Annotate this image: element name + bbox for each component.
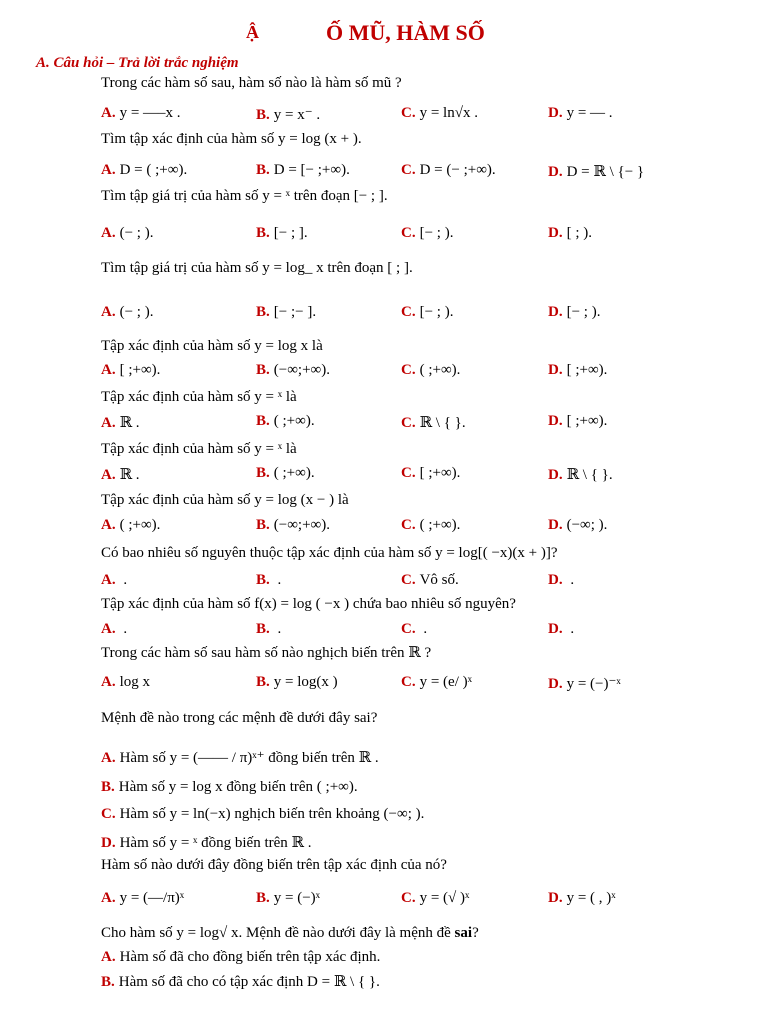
question-9: Có bao nhiêu số nguyên thuộc tập xác định của hàm số y = log[( −x)(x + )]? xyxy=(101,545,558,561)
option-label: C. xyxy=(401,162,416,178)
option-text: ( ;+∞). xyxy=(119,517,161,533)
option-b[interactable] xyxy=(256,162,350,179)
option-label: A. xyxy=(101,621,116,637)
option-label: A. xyxy=(101,467,116,483)
option-label: C. xyxy=(401,304,416,320)
statement-a[interactable] xyxy=(101,748,379,767)
option-label: A. xyxy=(101,517,116,533)
option-a[interactable] xyxy=(101,304,153,321)
option-a[interactable] xyxy=(101,674,150,691)
option-text: Hàm số đã cho có tập xác định D = ℝ \ { }. xyxy=(118,974,380,990)
option-text: ℝ . xyxy=(119,467,140,483)
options-row-3 xyxy=(0,225,768,251)
option-c[interactable] xyxy=(401,162,496,179)
option-label: A. xyxy=(101,225,116,241)
option-label: B. xyxy=(256,674,270,690)
option-label: D. xyxy=(548,362,563,378)
option-a[interactable] xyxy=(101,225,153,242)
option-text: D = (− ;+∞). xyxy=(419,162,496,178)
option-text: [− ; ). xyxy=(419,304,454,320)
options-row-2 xyxy=(0,162,768,188)
option-label: B. xyxy=(256,107,270,123)
option-text: (−∞;+∞). xyxy=(273,362,330,378)
option-b[interactable] xyxy=(256,674,338,691)
statement-b[interactable] xyxy=(101,779,358,796)
option-label: B. xyxy=(256,225,270,241)
option-b[interactable] xyxy=(256,517,330,534)
option-label: D. xyxy=(101,835,116,851)
option-label: D. xyxy=(548,105,563,121)
options-row-6 xyxy=(0,413,768,439)
option-b[interactable] xyxy=(256,304,316,321)
option-text: y = (e/ )ˣ xyxy=(419,674,472,690)
option-text: [ ;+∞). xyxy=(419,465,461,481)
option-label: D. xyxy=(548,676,563,692)
option-c[interactable] xyxy=(401,465,460,482)
option-text: ℝ . xyxy=(119,415,140,431)
options-row-5 xyxy=(0,362,768,388)
options-row-1 xyxy=(0,105,768,131)
option-text: . xyxy=(119,572,128,588)
option-text: . xyxy=(273,572,282,588)
question-5: Tập xác định của hàm số y = log x là xyxy=(101,338,323,354)
option-label: C. xyxy=(401,362,416,378)
option-label: D. xyxy=(548,225,563,241)
question-11: Trong các hàm số sau hàm số nào nghịch biến trên ℝ ? xyxy=(101,645,432,661)
question-12: Mệnh đề nào trong các mệnh đề dưới đây sai? xyxy=(101,710,378,726)
option-label: D. xyxy=(548,467,563,483)
option-text: (−∞;+∞). xyxy=(273,517,330,533)
option-label: B. xyxy=(256,572,270,588)
option-label: B. xyxy=(256,517,270,533)
option-text: y = —–x . xyxy=(119,105,181,121)
options-row-4 xyxy=(0,304,768,330)
option-b[interactable] xyxy=(256,362,330,379)
option-c[interactable] xyxy=(401,362,460,379)
option-text: D = [− ;+∞). xyxy=(273,162,350,178)
option-text: ( ;+∞). xyxy=(419,517,461,533)
option-text: [− ; ). xyxy=(419,225,454,241)
question-8: Tập xác định của hàm số y = log (x − ) là xyxy=(101,492,349,508)
option-b[interactable] xyxy=(256,105,320,124)
option-label: B. xyxy=(256,621,270,637)
option-label: C. xyxy=(101,806,116,822)
option-label: B. xyxy=(256,162,270,178)
option-text: D = ℝ \ {− } xyxy=(566,164,645,180)
option-text: (− ; ). xyxy=(119,304,154,320)
option-label: A. xyxy=(101,890,116,906)
option-label: A. xyxy=(101,674,116,690)
question-7: Tập xác định của hàm số y = ˣ là xyxy=(101,441,297,457)
option-label: A. xyxy=(101,572,116,588)
option-c[interactable] xyxy=(401,621,427,638)
option-text: . xyxy=(273,621,282,637)
question-4: Tìm tập giá trị của hàm số y = log_ x trên đoạn [ ; ]. xyxy=(101,260,413,276)
option-d[interactable] xyxy=(548,621,574,638)
statement-c[interactable] xyxy=(101,806,424,823)
option-text: . xyxy=(119,621,128,637)
question-13: Hàm số nào dưới đây đồng biến trên tập xác định của nó? xyxy=(101,857,447,873)
option-text: [ ;+∞). xyxy=(119,362,161,378)
option-label: D. xyxy=(548,890,563,906)
option-text: [ ; ). xyxy=(566,225,593,241)
options-row-13 xyxy=(0,890,768,916)
option-d[interactable] xyxy=(548,674,621,693)
question-14-end: ? xyxy=(472,925,479,941)
option-text: Hàm số y = log x đồng biến trên ( ;+∞). xyxy=(118,779,358,795)
option-label: A. xyxy=(101,415,116,431)
options-row-11 xyxy=(0,674,768,700)
section-heading: A. Câu hỏi – Trả lời trắc nghiệm xyxy=(36,55,239,71)
option-label: B. xyxy=(256,304,270,320)
option-a[interactable] xyxy=(101,465,140,484)
option-text: [− ;− ]. xyxy=(273,304,317,320)
option-text: [− ; ). xyxy=(566,304,601,320)
option-label: B. xyxy=(101,974,115,990)
option-c[interactable] xyxy=(401,890,469,907)
option-text: (−∞; ). xyxy=(566,517,608,533)
option-text: ( ;+∞). xyxy=(273,413,315,429)
option-label: B. xyxy=(256,465,270,481)
options-row-8 xyxy=(0,517,768,543)
option-label: B. xyxy=(101,779,115,795)
option-label: C. xyxy=(401,572,416,588)
option-text: y = x⁻ . xyxy=(273,107,321,123)
option-text: log x xyxy=(119,674,151,690)
statement-b[interactable] xyxy=(101,972,380,991)
option-text: . xyxy=(566,621,575,637)
option-label: A. xyxy=(101,105,116,121)
option-a[interactable] xyxy=(101,162,187,179)
question-10: Tập xác định của hàm số f(x) = log ( −x ) chứa bao nhiêu số nguyên? xyxy=(101,596,516,612)
option-a[interactable] xyxy=(101,890,184,907)
option-text: y = — . xyxy=(566,105,613,121)
option-label: C. xyxy=(401,621,416,637)
option-c[interactable] xyxy=(401,413,466,432)
option-b[interactable] xyxy=(256,465,315,482)
option-c[interactable] xyxy=(401,225,453,242)
option-c[interactable] xyxy=(401,304,453,321)
option-label: C. xyxy=(401,105,416,121)
option-label: D. xyxy=(548,164,563,180)
option-label: A. xyxy=(101,304,116,320)
option-d[interactable] xyxy=(548,890,616,907)
option-label: D. xyxy=(548,621,563,637)
option-b[interactable] xyxy=(256,890,320,907)
option-d[interactable] xyxy=(548,162,644,181)
title-prefix: Ậ xyxy=(246,22,259,42)
option-text: Hàm số y = ln(−x) nghịch biến trên khoảng (−∞; ). xyxy=(119,806,425,822)
option-d[interactable] xyxy=(548,413,607,430)
option-c[interactable] xyxy=(401,674,472,691)
option-c[interactable] xyxy=(401,105,478,122)
option-label: C. xyxy=(401,415,416,431)
question-14 xyxy=(101,925,479,942)
question-2: Tìm tập xác định của hàm số y = log (x + ). xyxy=(101,131,362,147)
option-d[interactable] xyxy=(548,304,600,321)
option-text: y = log(x ) xyxy=(273,674,338,690)
option-text: ( ;+∞). xyxy=(273,465,315,481)
option-text: (− ; ). xyxy=(119,225,154,241)
option-label: A. xyxy=(101,162,116,178)
option-text: y = ( , )ˣ xyxy=(566,890,616,906)
option-label: D. xyxy=(548,413,563,429)
option-text: ℝ \ { }. xyxy=(566,467,613,483)
option-text: [ ;+∞). xyxy=(566,362,608,378)
option-label: D. xyxy=(548,304,563,320)
statement-d[interactable] xyxy=(101,833,312,852)
option-text: y = (−)ˣ xyxy=(273,890,321,906)
option-label: C. xyxy=(401,890,416,906)
option-text: . xyxy=(419,621,428,637)
option-text: ( ;+∞). xyxy=(419,362,461,378)
question-3: Tìm tập giá trị của hàm số y = ˣ trên đoạn [− ; ]. xyxy=(101,188,388,204)
option-text: [− ; ]. xyxy=(273,225,308,241)
option-text: y = (√ )ˣ xyxy=(419,890,470,906)
option-a[interactable] xyxy=(101,362,160,379)
option-a[interactable] xyxy=(101,517,160,534)
option-label: C. xyxy=(401,465,416,481)
option-d[interactable] xyxy=(548,465,613,484)
option-label: C. xyxy=(401,674,416,690)
option-label: B. xyxy=(256,413,270,429)
option-a[interactable] xyxy=(101,621,127,638)
question-6: Tập xác định của hàm số y = ˣ là xyxy=(101,389,297,405)
option-b[interactable] xyxy=(256,413,315,430)
option-text: y = ln√x . xyxy=(419,105,478,121)
option-label: B. xyxy=(256,362,270,378)
option-a[interactable] xyxy=(101,572,127,589)
option-text: Hàm số đã cho đồng biến trên tập xác định. xyxy=(119,949,381,965)
option-label: D. xyxy=(548,517,563,533)
option-label: D. xyxy=(548,572,563,588)
option-text: Hàm số y = (—— / π)ˣ⁺ đồng biến trên ℝ . xyxy=(119,750,379,766)
title-row xyxy=(0,20,768,46)
option-label: C. xyxy=(401,517,416,533)
option-c[interactable] xyxy=(401,572,459,589)
question-14-text: Cho hàm số y = log√ x. Mệnh đề nào dưới đây là mệnh đề xyxy=(101,925,455,941)
option-a[interactable] xyxy=(101,413,140,432)
option-b[interactable] xyxy=(256,621,281,638)
question-1: Trong các hàm số sau, hàm số nào là hàm số mũ ? xyxy=(101,75,402,91)
option-text: Hàm số y = ˣ đồng biến trên ℝ . xyxy=(119,835,312,851)
emphasis-sai: sai xyxy=(454,925,473,941)
option-d[interactable] xyxy=(548,517,607,534)
option-text: [ ;+∞). xyxy=(566,413,608,429)
option-label: C. xyxy=(401,225,416,241)
option-text: . xyxy=(566,572,575,588)
option-label: B. xyxy=(256,890,270,906)
page-title: Ố MŨ, HÀM SỐ xyxy=(326,20,485,45)
option-d[interactable] xyxy=(548,572,574,589)
option-label: A. xyxy=(101,362,116,378)
options-row-9 xyxy=(0,572,768,598)
option-text: D = ( ;+∞). xyxy=(119,162,188,178)
option-text: y = (−)⁻ˣ xyxy=(566,676,621,692)
option-d[interactable] xyxy=(548,225,592,242)
option-text: ℝ \ { }. xyxy=(419,415,466,431)
option-b[interactable] xyxy=(256,225,308,242)
statement-a[interactable] xyxy=(101,949,380,966)
option-label: A. xyxy=(101,949,116,965)
option-b[interactable] xyxy=(256,572,281,589)
option-c[interactable] xyxy=(401,517,460,534)
option-a[interactable] xyxy=(101,105,181,122)
option-d[interactable] xyxy=(548,362,607,379)
option-text: y = (—/π)ˣ xyxy=(119,890,185,906)
options-row-7 xyxy=(0,465,768,491)
option-label: A. xyxy=(101,750,116,766)
option-d[interactable] xyxy=(548,105,613,122)
option-text: Vô số. xyxy=(419,572,459,588)
